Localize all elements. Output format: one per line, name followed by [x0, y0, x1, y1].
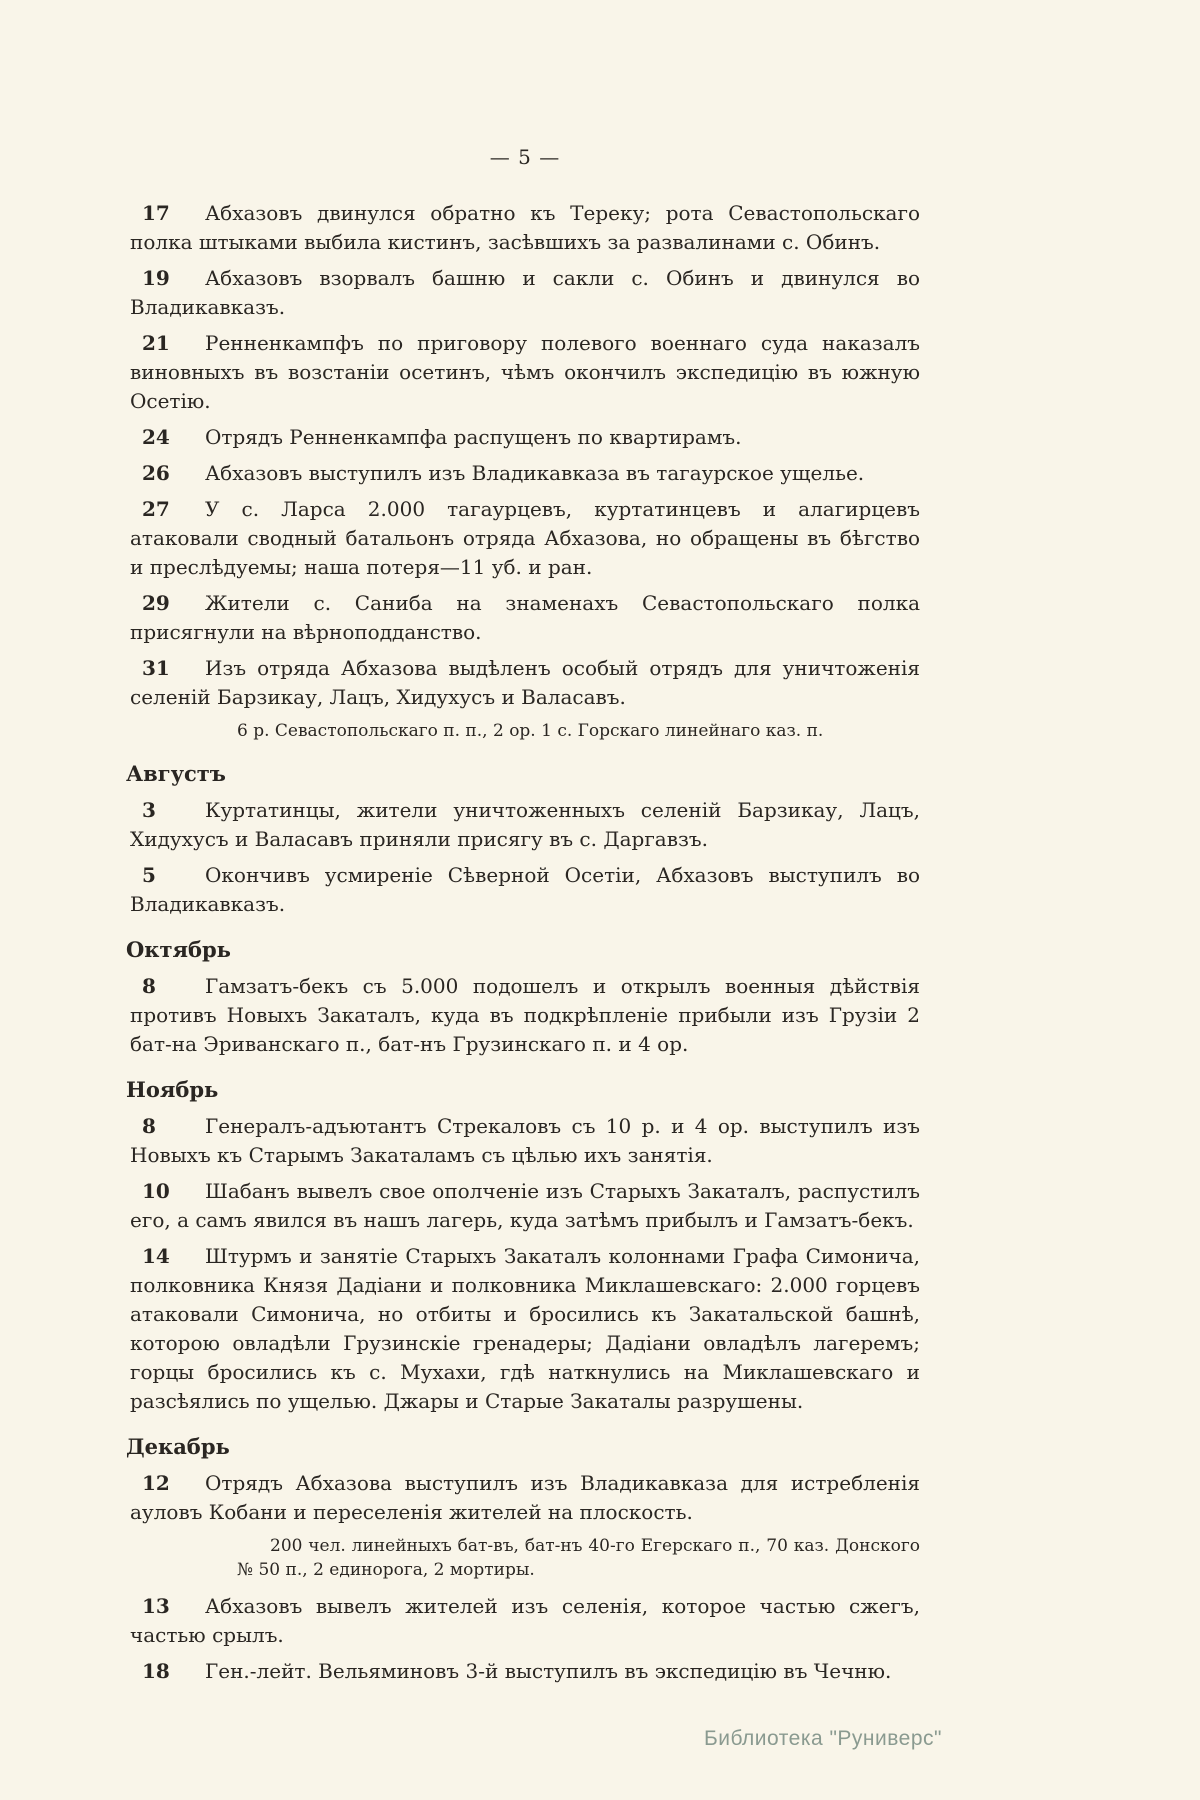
chronicle-entry: [130, 1657, 920, 1686]
month-section: [126, 1075, 920, 1416]
entry-text: Куртатинцы, жители уничтоженныхъ селеній Барзикау, Лацъ, Хидухусъ и Валасавъ приняли присягу въ с. Даргавзъ.: [130, 798, 920, 851]
month-section: [126, 759, 920, 919]
entry-date: 12: [142, 1471, 170, 1495]
entry-text: Жители с. Саниба на знаменахъ Севастопольскаго полка присягнули на вѣрноподданство.: [130, 591, 920, 644]
entry-text: Абхазовъ выступилъ изъ Владикавказа въ тагаурское ущелье.: [205, 461, 865, 485]
entry-date: 26: [142, 461, 170, 485]
month-section: [130, 199, 920, 743]
entry-text: Ренненкампфъ по приговору полевого военнаго суда наказалъ виновныхъ въ возстаніи осетинъ, чѣмъ окончилъ экспедицію въ южную Осетію.: [130, 331, 920, 413]
entry-date: 10: [142, 1179, 170, 1203]
entry-date: 31: [142, 656, 170, 680]
entry-text: Абхазовъ двинулся обратно къ Тереку; рота Севастопольскаго полка штыками выбила кистинъ, засѣвшихъ за развалинами с. Обинъ.: [130, 201, 920, 254]
chronicle-entry: [130, 796, 920, 854]
page-number: — 5 —: [489, 145, 561, 169]
entry-date: 3: [142, 798, 156, 822]
entry-text: Гамзатъ-бекъ съ 5.000 подошелъ и открылъ военныя дѣйствія противъ Новыхъ Закаталъ, куда въ подкрѣпленіе прибыли изъ Грузіи 2 бат-на Эриванскаго п., бат-нъ Грузинскаго п. и 4 ор.: [130, 974, 920, 1056]
month-heading: Октябрь: [126, 937, 231, 962]
entry-date: 21: [142, 331, 170, 355]
entry-date: 27: [142, 497, 170, 521]
chronicle-entry: [130, 199, 920, 257]
entry-date: 24: [142, 425, 170, 449]
chronicle-entry: [130, 264, 920, 322]
month-heading: Ноябрь: [126, 1077, 219, 1102]
chronicle-entry: [130, 1592, 920, 1650]
entry-text: Абхазовъ взорвалъ башню и сакли с. Обинъ и двинулся во Владикавказъ.: [130, 266, 920, 319]
entry-text: Штурмъ и занятіе Старыхъ Закаталъ колоннами Графа Симонича, полковника Князя Дадіани и полковника Миклашевскаго: 2.000 горцевъ атаковали Симонича, но отбиты и бросились къ Закатальской башнѣ, которою овладѣли Грузинскіе гренадеры; Дадіани овладѣлъ лагеремъ; горцы бросились къ с. Мухахи, гдѣ наткнулись на Миклашевскаго и разсѣялись по ущелью. Джары и Старые Закаталы разрушены.: [130, 1244, 920, 1413]
chronicle-entry: [130, 1177, 920, 1235]
entry-footnote: 200 чел. линейныхъ бат-въ, бат-нъ 40-го Егерскаго п., 70 каз. Донского № 50 п., 2 единорога, 2 мортиры.: [237, 1536, 920, 1580]
entry-text: Генералъ-адъютантъ Стрекаловъ съ 10 р. и 4 ор. выступилъ изъ Новыхъ къ Старымъ Закаталамъ съ цѣлью ихъ занятія.: [130, 1114, 920, 1167]
chronicle-entry: [130, 1469, 920, 1527]
entry-date: 29: [142, 591, 170, 615]
entry-date: 8: [142, 974, 156, 998]
entry-text: Изъ отряда Абхазова выдѣленъ особый отрядъ для уничтоженія селеній Барзикау, Лацъ, Хидухусъ и Валасавъ.: [130, 656, 920, 709]
entry-text: Отрядъ Ренненкампфа распущенъ по квартирамъ.: [205, 425, 742, 449]
chronicle-entry: [130, 423, 920, 452]
chronicle-entry: [130, 589, 920, 647]
entry-text: Отрядъ Абхазова выступилъ изъ Владикавказа для истребленія ауловъ Кобани и переселенія жителей на плоскость.: [130, 1471, 920, 1524]
chronicle-entry: [130, 972, 920, 1059]
chronicle-entry: [130, 329, 920, 416]
entry-text: Шабанъ вывелъ свое ополченіе изъ Старыхъ Закаталъ, распустилъ его, а самъ явился въ нашъ лагерь, куда затѣмъ прибылъ и Гамзатъ-бекъ.: [130, 1179, 920, 1232]
entry-date: 17: [142, 201, 170, 225]
entry-date: 5: [142, 863, 156, 887]
entry-date: 14: [142, 1244, 170, 1268]
month-heading: Декабрь: [126, 1434, 230, 1459]
month-heading: Августъ: [126, 761, 226, 786]
chronicle-entry: [130, 1112, 920, 1170]
chronicle-entry: [130, 861, 920, 919]
entry-footnote: 6 р. Севастопольскаго п. п., 2 ор. 1 с. Горскаго линейнаго каз. п.: [237, 721, 824, 741]
entry-date: 13: [142, 1594, 170, 1618]
chronicle-entry: [130, 459, 920, 488]
entry-date: 18: [142, 1659, 170, 1683]
month-section: [126, 1432, 920, 1686]
library-watermark: Библиотека "Руниверс": [703, 1727, 942, 1750]
entry-date: 8: [142, 1114, 156, 1138]
month-section: [126, 935, 920, 1059]
entry-text: Абхазовъ вывелъ жителей изъ селенія, которое частью сжегъ, частью срылъ.: [130, 1594, 920, 1647]
chronicle-entry: [130, 495, 920, 582]
entry-text: Ген.-лейт. Вельяминовъ 3-й выступилъ въ экспедицію въ Чечню.: [205, 1659, 892, 1683]
chronicle-entry: [130, 1242, 920, 1416]
entry-date: 19: [142, 266, 170, 290]
entry-text: У с. Ларса 2.000 тагаурцевъ, куртатинцевъ и алагирцевъ атаковали сводный батальонъ отряда Абхазова, но обращены въ бѣгство и преслѣдуемы; наша потеря—11 уб. и ран.: [130, 497, 920, 579]
entry-text: Окончивъ усмиреніе Сѣверной Осетіи, Абхазовъ выступилъ во Владикавказъ.: [130, 863, 920, 916]
chronicle-entry: [130, 654, 920, 712]
